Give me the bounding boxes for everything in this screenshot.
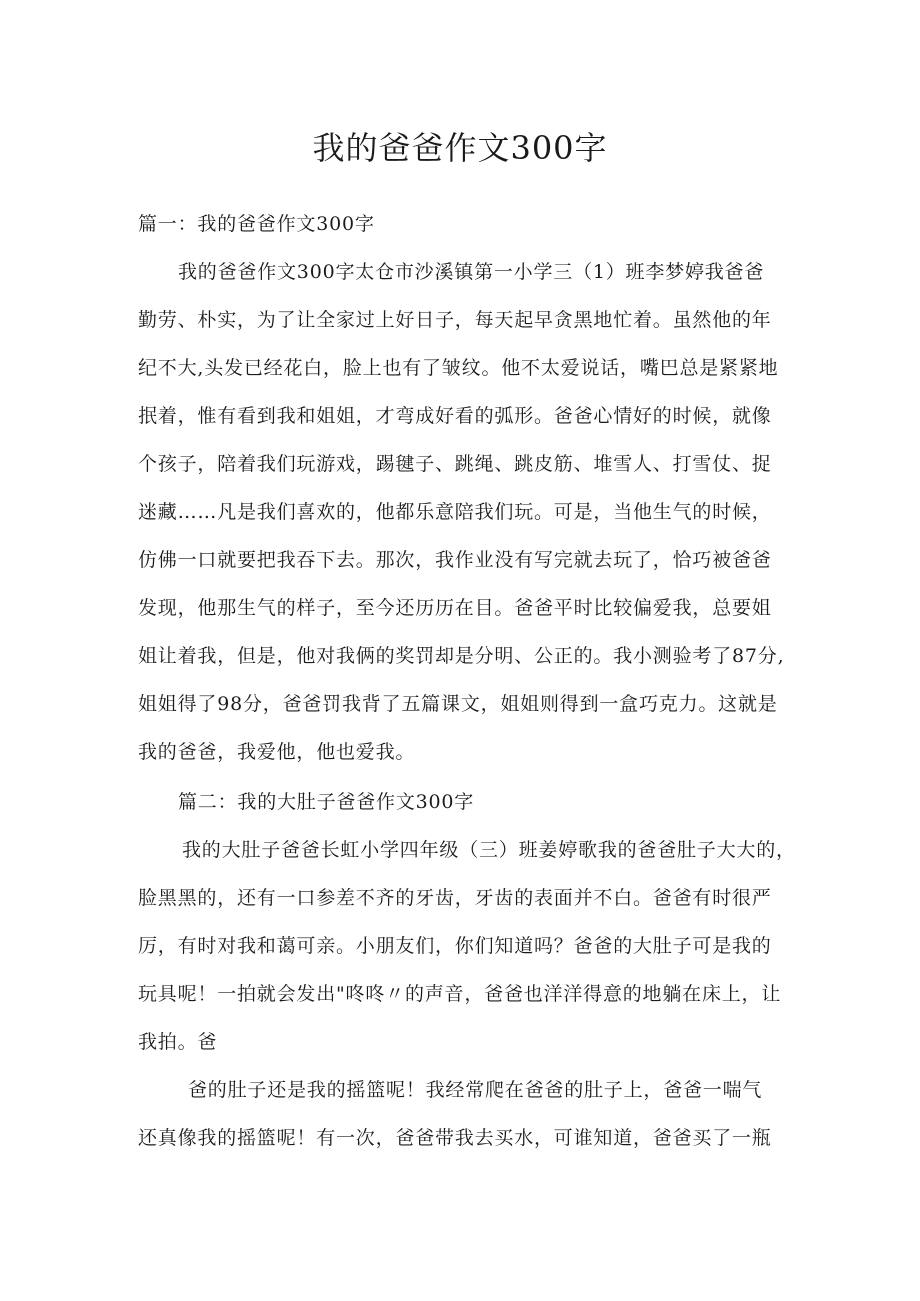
paragraph-line: 还真像我的摇篮呢！有一次，爸爸带我去买水，可谁知道，爸爸买了一瓶 (138, 1127, 772, 1149)
paragraph-line: 仿佛一口就要把我吞下去。那次，我作业没有写完就去玩了，恰巧被爸爸 (138, 549, 772, 571)
paragraph-line: 抿着，惟有看到我和姐姐，才弯成好看的弧形。爸爸心情好的时候，就像 (138, 405, 772, 427)
paragraph-line: 我的爸爸作文300字太仓市沙溪镇第一小学三（1）班李梦婷我爸爸 (178, 261, 765, 283)
paragraph-line: 我的大肚子爸爸长虹小学四年级（三）班姜婷歌我的爸爸肚子大大的， (182, 839, 796, 861)
paragraph-line: 迷藏……凡是我们喜欢的，他都乐意陪我们玩。可是，当他生气的时候， (138, 501, 772, 523)
paragraph-line: 纪不大,头发已经花白，脸上也有了皱纹。他不太爱说话，嘴巴总是紧紧地 (138, 357, 779, 379)
section-heading-1: 篇一：我的爸爸作文300字 (138, 213, 375, 235)
paragraph-line: 脸黑黑的，还有一口参差不齐的牙齿，牙齿的表面并不白。爸爸有时很严 (138, 887, 772, 909)
document-title: 我的爸爸作文300字 (312, 129, 608, 167)
paragraph-line: 姐姐得了98分，爸爸罚我背了五篇课文，姐姐则得到一盒巧克力。这就是 (138, 693, 778, 715)
section-heading-2: 篇二：我的大肚子爸爸作文300字 (178, 791, 475, 813)
paragraph-line: 玩具呢！一拍就会发出"咚咚〃的声音，爸爸也洋洋得意的地躺在床上，让 (138, 983, 782, 1005)
paragraph-line: 我拍。爸 (138, 1031, 218, 1053)
paragraph-line: 发现，他那生气的样子，至今还历历在目。爸爸平时比较偏爱我，总要姐 (138, 597, 772, 619)
paragraph-line: 我的爸爸，我爱他，他也爱我。 (138, 741, 416, 763)
paragraph-line: 姐让着我，但是，他对我俩的奖罚却是分明、公正的。我小测验考了87分, (138, 645, 785, 667)
paragraph-line: 个孩子，陪着我们玩游戏，踢毽子、跳绳、跳皮筋、堆雪人、打雪仗、捉 (138, 453, 772, 475)
paragraph-line: 爸的肚子还是我的摇篮呢！我经常爬在爸爸的肚子上，爸爸一喘气 (188, 1079, 763, 1101)
paragraph-line: 厉，有时对我和蔼可亲。小朋友们，你们知道吗？爸爸的大肚子可是我的 (138, 935, 772, 957)
paragraph-line: 勤劳、朴实，为了让全家过上好日子，每天起早贪黑地忙着。虽然他的年 (138, 309, 772, 331)
